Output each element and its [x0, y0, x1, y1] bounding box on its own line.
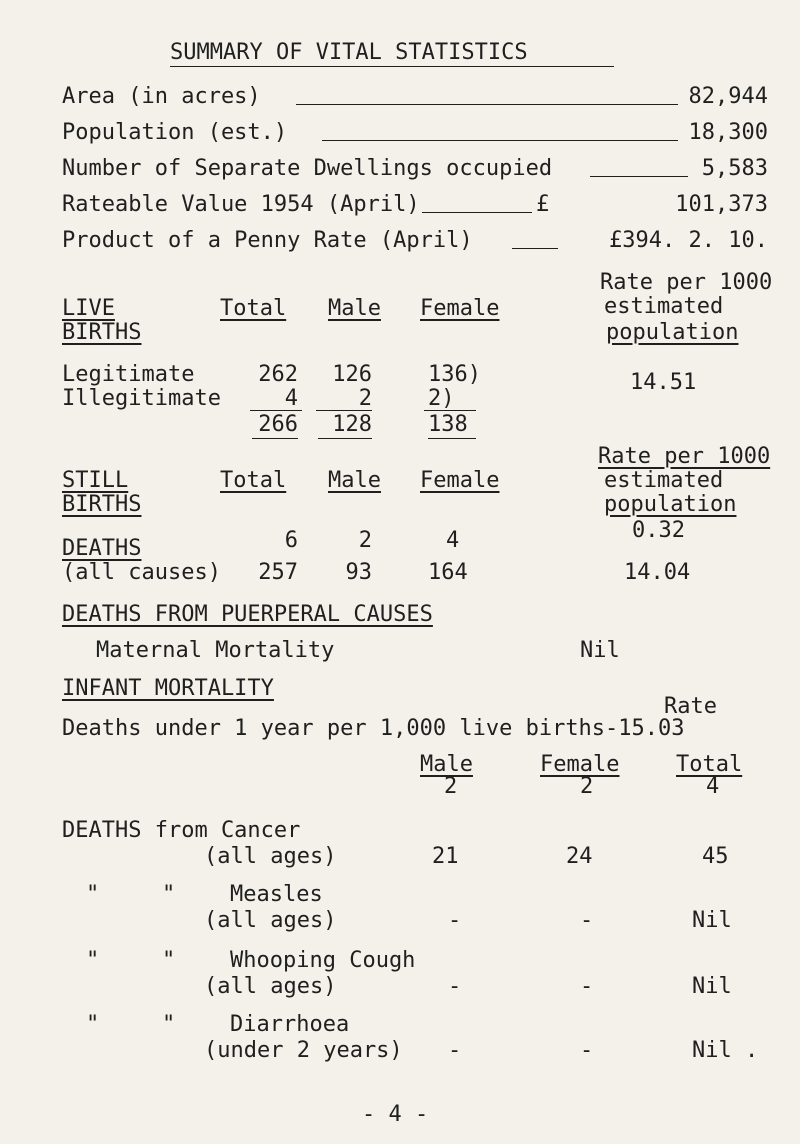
infant-male: 2: [444, 774, 458, 799]
infant-col-female: Female: [540, 752, 620, 777]
live-sum-total-rule: [252, 438, 298, 439]
still-col-female: Female: [420, 468, 500, 493]
diarrhoea-female: -: [580, 1038, 594, 1063]
page-title: SUMMARY OF VITAL STATISTICS: [170, 40, 528, 65]
illegitimate-label: Illegitimate: [62, 386, 221, 411]
illegitimate-female: 2): [428, 386, 455, 411]
illegitimate-male: 2: [358, 386, 372, 411]
still-col-total: Total: [220, 468, 287, 493]
live-col-total: Total: [220, 296, 287, 321]
page-number: - 4 -: [362, 1102, 429, 1127]
cancer-male: 21: [432, 844, 459, 869]
whooping-cough-male: -: [448, 974, 462, 999]
diarrhoea-label: Diarrhoea: [230, 1012, 350, 1037]
legitimate-label: Legitimate: [62, 362, 195, 387]
maternal-mortality-label: Maternal Mortality: [96, 638, 335, 663]
whooping-cough-label: Whooping Cough: [230, 948, 416, 973]
still-rate-line3: population: [604, 492, 737, 517]
population-value: 18,300: [688, 120, 768, 145]
still-births-heading: STILL: [62, 468, 129, 493]
ditto-mark: ": [162, 882, 176, 907]
still-male: 2: [358, 528, 372, 553]
infant-mortality-heading: INFANT MORTALITY: [62, 676, 274, 701]
cancer-female: 24: [566, 844, 593, 869]
ditto-mark: ": [86, 882, 100, 907]
penny-rate-value: £394. 2. 10.: [609, 228, 768, 253]
live-births-heading: LIVE: [62, 296, 115, 321]
measles-label-2: (all ages): [204, 908, 337, 933]
diarrhoea-male: -: [448, 1038, 462, 1063]
diarrhoea-total: Nil .: [692, 1038, 759, 1063]
legitimate-female: 136): [428, 362, 481, 387]
ditto-mark: ": [162, 948, 176, 973]
legitimate-total: 262: [258, 362, 298, 387]
rateable-value: 101,373: [675, 192, 768, 217]
illegitimate-total: 4: [284, 386, 298, 411]
population-label: Population (est.): [62, 120, 288, 145]
measles-label: Measles: [230, 882, 323, 907]
still-col-male: Male: [328, 468, 381, 493]
infant-col-total: Total: [676, 752, 743, 777]
title-underline: [170, 66, 614, 67]
infant-rate-label: Rate: [664, 694, 717, 719]
infant-deaths-label: Deaths under 1 year per 1,000 live births-15.03: [62, 716, 685, 741]
rateable-leader: [422, 212, 532, 213]
live-female-rule: [424, 410, 476, 411]
deaths-heading-2: (all causes): [62, 560, 221, 585]
still-rate-value: 0.32: [632, 518, 685, 543]
live-rate-value: 14.51: [630, 370, 697, 395]
still-total: 6: [284, 528, 298, 553]
deaths-female: 164: [428, 560, 468, 585]
area-value: 82,944: [688, 84, 768, 109]
live-sum-female: 138: [428, 412, 468, 437]
live-sum-male-rule: [318, 438, 372, 439]
area-label: Area (in acres): [62, 84, 261, 109]
cancer-label-2: (all ages): [204, 844, 337, 869]
measles-female: -: [580, 908, 594, 933]
whooping-cough-label-2: (all ages): [204, 974, 337, 999]
puerperal-heading: DEATHS FROM PUERPERAL CAUSES: [62, 602, 433, 627]
live-births-heading-2: BIRTHS: [62, 320, 142, 345]
still-births-heading-2: BIRTHS: [62, 492, 142, 517]
penny-rate-label: Product of a Penny Rate (April): [62, 228, 473, 253]
ditto-mark: ": [86, 1012, 100, 1037]
still-rate-line2: estimated: [604, 468, 724, 493]
population-leader: [322, 140, 678, 141]
cancer-label: DEATHS from Cancer: [62, 818, 301, 843]
rateable-label: Rateable Value 1954 (April): [62, 192, 420, 217]
ditto-mark: ": [86, 948, 100, 973]
live-total-rule: [250, 410, 302, 411]
maternal-mortality-value: Nil: [580, 638, 620, 663]
deaths-total: 257: [258, 560, 298, 585]
infant-col-male: Male: [420, 752, 473, 777]
live-rate-line2: estimated: [604, 294, 724, 319]
infant-female: 2: [580, 774, 594, 799]
cancer-total: 45: [702, 844, 729, 869]
legitimate-male: 126: [332, 362, 372, 387]
infant-total: 4: [706, 774, 720, 799]
live-rate-line3: population: [606, 320, 739, 345]
deaths-heading: DEATHS: [62, 536, 142, 561]
whooping-cough-female: -: [580, 974, 594, 999]
diarrhoea-label-2: (under 2 years): [204, 1038, 403, 1063]
area-leader: [296, 104, 678, 105]
whooping-cough-total: Nil: [692, 974, 732, 999]
live-col-female: Female: [420, 296, 500, 321]
live-sum-female-rule: [428, 438, 476, 439]
dwellings-label: Number of Separate Dwellings occupied: [62, 156, 553, 181]
rateable-currency: £: [536, 192, 550, 217]
ditto-mark: ": [162, 1012, 176, 1037]
still-rate-line1: Rate per 1000: [598, 444, 771, 469]
live-col-male: Male: [328, 296, 381, 321]
deaths-male: 93: [345, 560, 372, 585]
live-rate-line1: Rate per 1000: [600, 270, 773, 295]
measles-total: Nil: [692, 908, 732, 933]
dwellings-leader: [590, 176, 688, 177]
penny-rate-leader: [512, 248, 558, 249]
still-female: 4: [446, 528, 460, 553]
measles-male: -: [448, 908, 462, 933]
live-sum-male: 128: [332, 412, 372, 437]
live-sum-total: 266: [258, 412, 298, 437]
deaths-rate-value: 14.04: [624, 560, 691, 585]
live-male-rule: [316, 410, 372, 411]
dwellings-value: 5,583: [701, 156, 768, 181]
